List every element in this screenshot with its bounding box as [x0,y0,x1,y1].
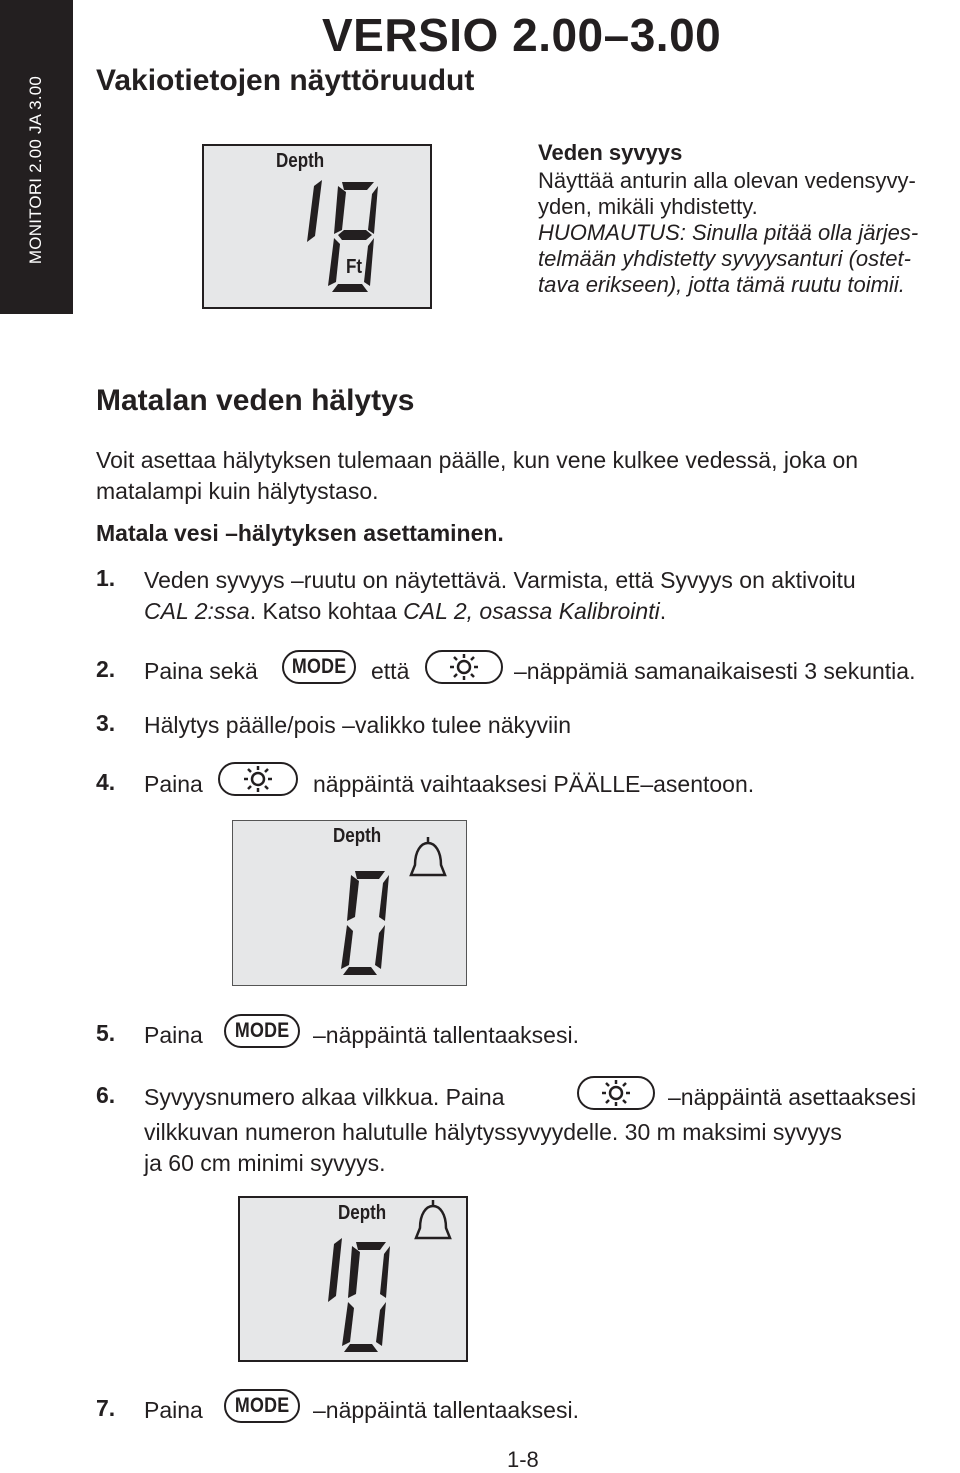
step-6-post: –näppäintä asettaaksesi [668,1084,917,1110]
page-subtitle: Vakiotietojen näyttöruudut [96,64,475,97]
light-button[interactable] [577,1076,655,1110]
mode-button-label: MODE [291,655,347,678]
step-6-line-2: vilkkuvan numeron halutulle hälytyssyvyydelle. 30 m maksimi syvyys [144,1119,842,1145]
step-6-pre: Syvyysnumero alkaa vilkkua. Paina [144,1084,505,1110]
side-tab-label: MONITORI 2.00 JA 3.00 [26,75,45,265]
depth-line-2: yden, mikäli yhdistetty. [538,194,758,219]
lcd-alarm-depth-display [238,1196,468,1362]
light-button[interactable] [218,762,298,796]
lcd-depth-label: Depth [276,150,325,172]
depth-section-body [538,168,958,298]
step-6-line-3: ja 60 cm minimi syvyys. [144,1150,386,1176]
mode-button-label: MODE [234,1019,290,1042]
step-1-ref-calibration: CAL 2, osassa Kalibrointi [403,598,660,624]
lcd-unit-label: Ft [346,256,363,278]
step-2-pre: Paina sekä [144,658,258,684]
depth-line-4: telmään yhdistetty syvyysanturi (ostet- [538,246,911,271]
sun-icon [596,1078,636,1108]
alarm-setting-subtitle: Matala vesi –hälytyksen asettaminen. [96,520,504,546]
step-1-line-2 [144,596,959,627]
step-1-end: . [659,598,667,624]
step-2-number: 2. [96,656,116,682]
sun-icon [444,652,484,682]
depth-line-1: Näyttää anturin alla olevan vedensyvy- [538,168,916,193]
page-number: 1-8 [507,1447,539,1472]
depth-section-title: Veden syvyys [538,140,683,165]
version-heading: VERSIO 2.00–3.00 [322,9,722,61]
lcd-alarm-display [232,820,467,986]
sun-icon [238,764,278,794]
step-2-mid: että [371,658,410,684]
step-6-number: 6. [96,1082,116,1108]
step-3-text: Hälytys päälle/pois –valikko tulee näkyviin [144,712,571,738]
step-2-post: –näppämiä samanaikaisesti 3 sekuntia. [514,658,916,684]
mode-button[interactable] [224,1389,300,1423]
step-7-pre: Paina [144,1397,203,1423]
step-7-number: 7. [96,1395,116,1421]
lcd-depth-label: Depth [333,825,382,847]
step-5-number: 5. [96,1020,116,1046]
step-5-post: –näppäintä tallentaaksesi. [313,1022,579,1048]
step-3-number: 3. [96,710,116,736]
step-4-post: näppäintä vaihtaaksesi PÄÄLLE–asentoon. [313,771,755,797]
side-tab [0,0,73,314]
step-7-post: –näppäintä tallentaaksesi. [313,1397,579,1423]
alarm-intro-paragraph: Voit asettaa hälytyksen tulemaan päälle, kun vene kulkee vedessä, joka on matalampi kuin hälytystaso. [96,447,859,504]
lcd-depth-display [202,144,432,309]
step-4-number: 4. [96,769,116,795]
depth-line-3: HUOMAUTUS: Sinulla pitää olla järjes- [538,220,919,245]
alarm-section-title: Matalan veden hälytys [96,384,415,417]
step-1-text [144,565,959,627]
lcd-seven-segment-digits [240,1198,466,1360]
step-1-line-1: Veden syvyys –ruutu on näytettävä. Varmista, että Syvyys on aktivoitu [144,567,856,593]
lcd-seven-segment-digits [204,146,430,307]
bell-icon [416,1200,450,1238]
step-5-pre: Paina [144,1022,203,1048]
lcd-depth-label: Depth [338,1202,387,1224]
step-4-pre: Paina [144,771,203,797]
step-1-ref-cal2: CAL 2:ssa [144,598,250,624]
step-1-number: 1. [96,565,116,591]
mode-button-label: MODE [234,1394,290,1417]
mode-button[interactable] [224,1014,300,1048]
step-1-mid: . Katso kohtaa [249,598,404,624]
bell-icon [411,837,445,875]
light-button[interactable] [425,650,503,684]
lcd-seven-segment-digits [233,821,466,985]
mode-button[interactable] [282,650,356,684]
depth-line-5: tava erikseen), jotta tämä ruutu toimii. [538,272,905,297]
